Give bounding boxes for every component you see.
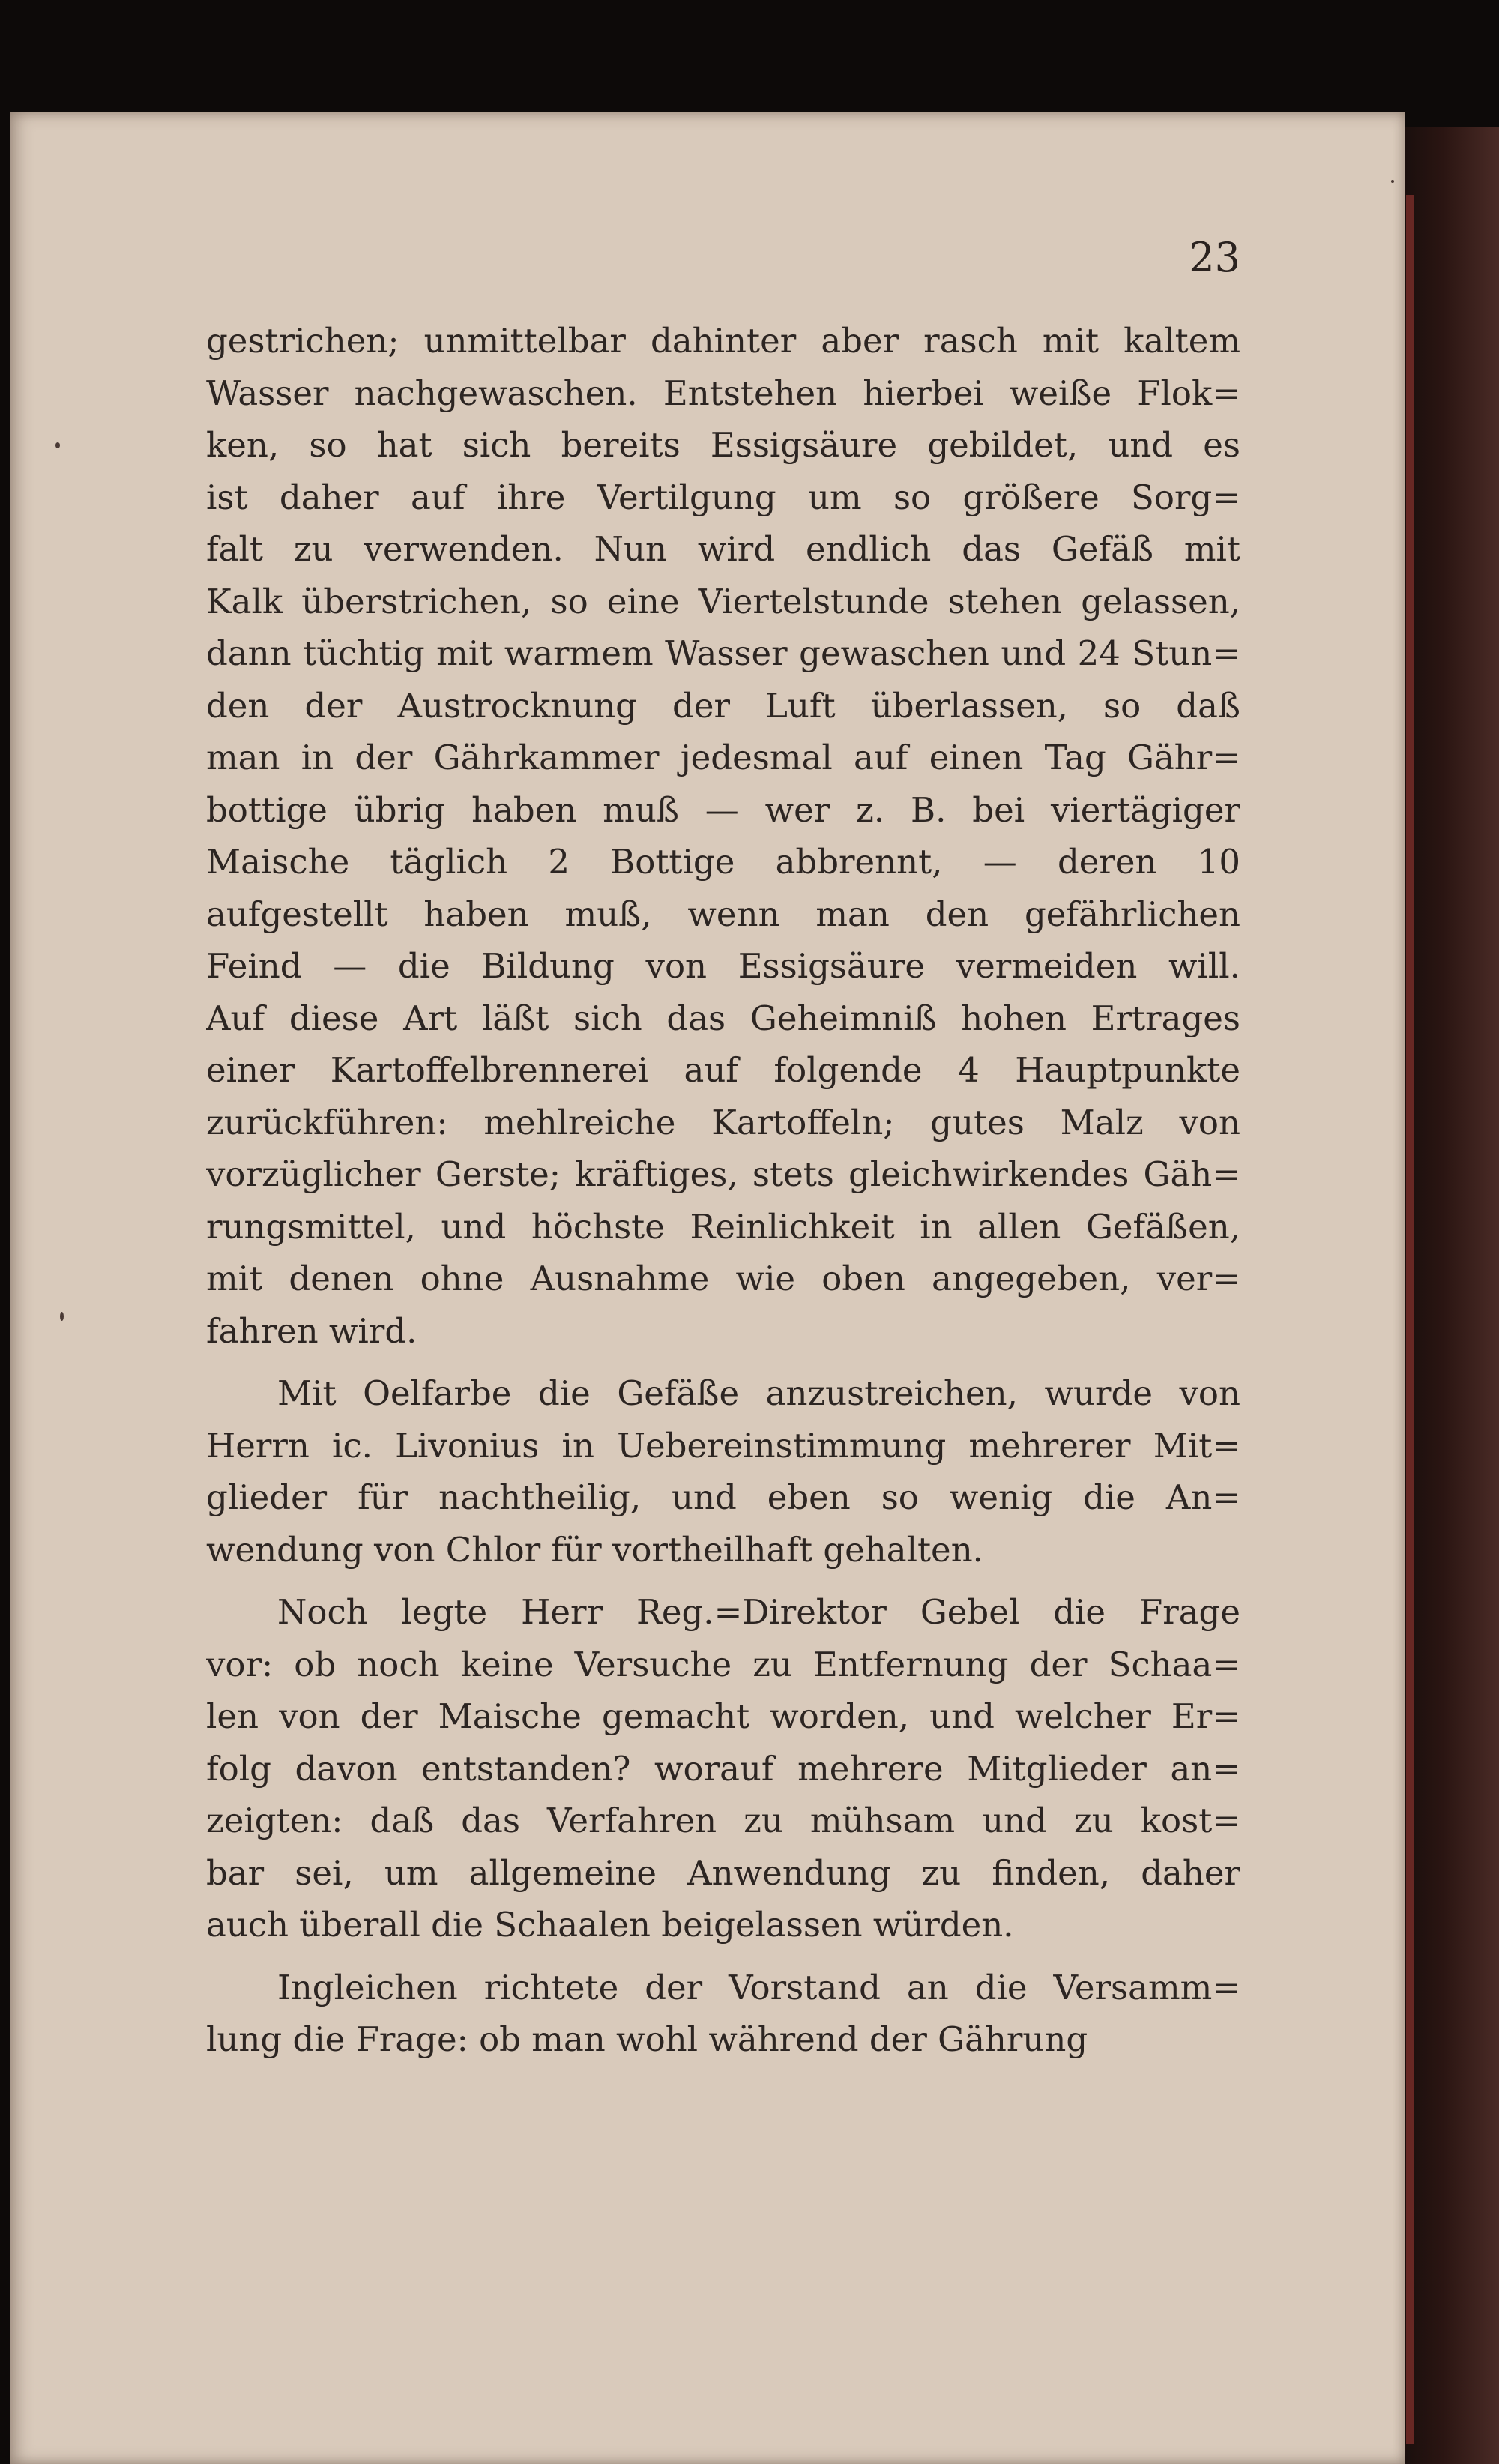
text-line: bar sei, um allgemeine Anwendung zu finden, daher (206, 1852, 1240, 1893)
text-line: ist daher auf ihre Vertilgung um so größere Sorg= (206, 477, 1240, 517)
paragraph (206, 315, 1240, 1357)
text-line: fahren wird. (206, 1310, 417, 1351)
book-edge (1405, 127, 1499, 2464)
paper-speck (60, 1312, 64, 1321)
text-line: den der Austrocknung der Luft überlassen, so daß (206, 685, 1240, 726)
paragraph (206, 1962, 1240, 2066)
text-line: einer Kartoffelbrennerei auf folgende 4 Hauptpunkte (206, 1050, 1240, 1090)
text-line: ken, so hat sich bereits Essigsäure gebildet, und es (206, 425, 1240, 465)
page-number: 23 (1189, 234, 1240, 281)
text-line: len von der Maische gemacht worden, und welcher Er= (206, 1696, 1240, 1736)
text-line: rungsmittel, und höchste Reinlichkeit in allen Gefäßen, (206, 1206, 1240, 1247)
text-line: Noch legte Herr Reg.=Direktor Gebel die Frage (277, 1592, 1240, 1632)
text-line: mit denen ohne Ausnahme wie oben angegeben, ver= (206, 1259, 1240, 1298)
text-line: folg davon entstanden? worauf mehrere Mitglieder an= (206, 1748, 1240, 1789)
text-line: Wasser nachgewaschen. Entstehen hierbei weiße Flok= (206, 373, 1240, 413)
paragraph-gap (206, 1357, 1240, 1367)
paper-speck (55, 442, 60, 448)
text-line: dann tüchtig mit warmem Wasser gewaschen und 24 Stun= (206, 633, 1240, 673)
text-line: Ingleichen richtete der Vorstand an die Versamm= (277, 1967, 1240, 2007)
text-line: Maische täglich 2 Bottige abbrennt, — deren 10 (206, 842, 1240, 882)
body-text (206, 315, 1240, 2066)
text-line: Feind — die Bildung von Essigsäure vermeiden will. (206, 946, 1240, 986)
paragraph-gap (206, 1576, 1240, 1586)
text-line: zeigten: daß das Verfahren zu mühsam und zu kost= (206, 1801, 1240, 1840)
text-line: falt zu verwenden. Nun wird endlich das Gefäß mit (206, 529, 1240, 569)
paragraph (206, 1586, 1240, 1951)
text-line: wendung von Chlor für vortheilhaft gehalten. (206, 1529, 983, 1570)
paragraph (206, 1367, 1240, 1576)
text-line: vorzüglicher Gerste; kräftiges, stets gleichwirkendes Gäh= (206, 1154, 1240, 1194)
text-line: bottige übrig haben muß — wer z. B. bei viertägiger (206, 789, 1240, 830)
text-line: gestrichen; unmittelbar dahinter aber rasch mit kaltem (206, 321, 1240, 361)
text-line: Kalk überstrichen, so eine Viertelstunde stehen gelassen, (206, 581, 1240, 621)
book-edge-red-stain (1406, 195, 1414, 2444)
text-line: auch überall die Schaalen beigelassen würden. (206, 1905, 1014, 1945)
text-line: aufgestellt haben muß, wenn man den gefährlichen (206, 894, 1240, 934)
text-line: vor: ob noch keine Versuche zu Entfernung der Schaa= (206, 1644, 1240, 1684)
text-line: Mit Oelfarbe die Gefäße anzustreichen, wurde von (277, 1373, 1240, 1413)
text-line: man in der Gährkammer jedesmal auf einen Tag Gähr= (206, 738, 1240, 777)
text-line: Auf diese Art läßt sich das Geheimniß hohen Ertrages (206, 998, 1240, 1038)
text-line: lung die Frage: ob man wohl während der Gährung (206, 2019, 1088, 2059)
text-line: Herrn ic. Livonius in Uebereinstimmung mehrerer Mit= (206, 1425, 1240, 1466)
paragraph-gap (206, 1951, 1240, 1962)
text-line: glieder für nachtheilig, und eben so wenig die An= (206, 1478, 1240, 1517)
paper-speck (1391, 180, 1394, 183)
text-line: zurückführen: mehlreiche Kartoffeln; gutes Malz von (206, 1102, 1240, 1142)
